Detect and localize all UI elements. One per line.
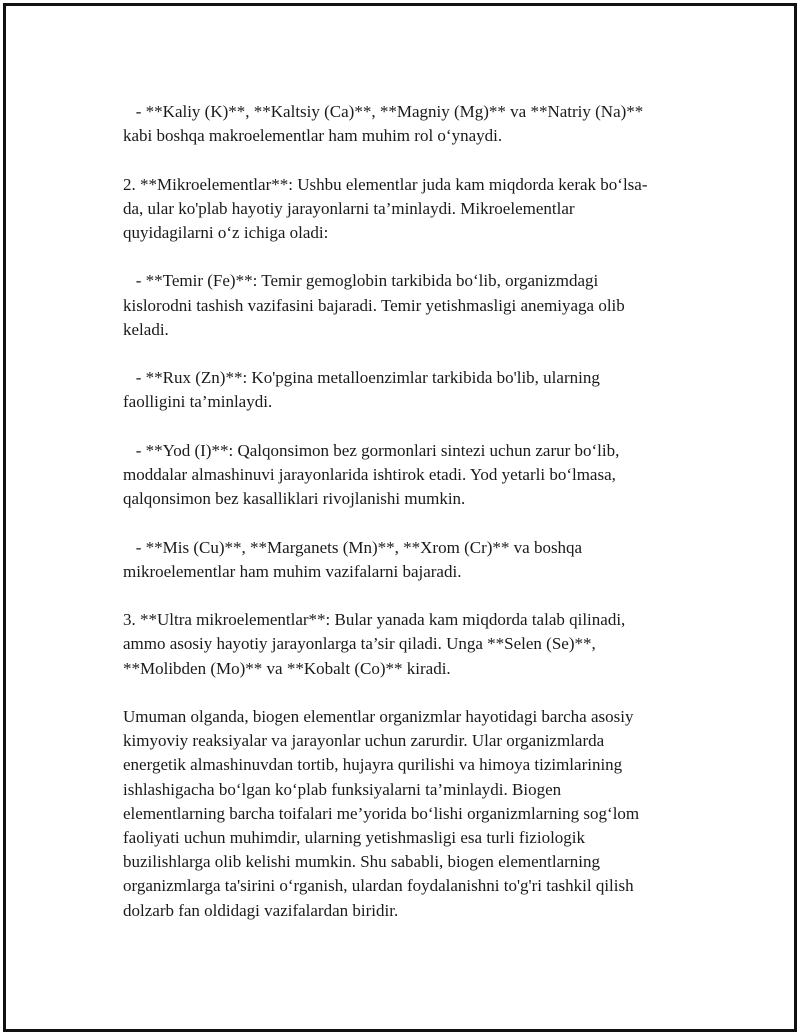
paragraph xyxy=(123,439,703,512)
paragraph xyxy=(123,705,703,923)
text-line: Umuman olganda, biogen elementlar organizmlar hayotidagi barcha asosiy xyxy=(123,706,634,726)
text-line: - **Rux (Zn)**: Ko'pgina metalloenzimlar tarkibida bo'lib, ularning xyxy=(123,368,600,388)
text-line: faoliyati uchun muhimdir, ularning yetishmasligi esa turli fiziologik xyxy=(123,827,586,847)
text-line: mikroelementlar ham muhim vazifalarni bajaradi. xyxy=(123,561,462,581)
text-line: da, ular ko'plab hayotiy jarayonlarni ta’minlaydi. Mikroelementlar xyxy=(123,198,575,218)
text-line: kabi boshqa makroelementlar ham muhim rol o‘ynaydi. xyxy=(123,126,503,146)
text-line: keladi. xyxy=(123,319,169,339)
page-frame xyxy=(3,3,797,1032)
text-line: organizmlarga ta'sirini o‘rganish, ulardan foydalanishni to'g'ri tashkil qilish xyxy=(123,876,634,896)
text-line: - **Yod (I)**: Qalqonsimon bez gormonlari sintezi uchun zarur bo‘lib, xyxy=(123,440,620,460)
text-line: kimyoviy reaksiyalar va jarayonlar uchun zarurdir. Ular organizmlarda xyxy=(123,731,605,751)
text-line: - **Mis (Cu)**, **Marganets (Mn)**, **Xrom (Cr)** va boshqa xyxy=(123,537,583,557)
text-line: - **Temir (Fe)**: Temir gemoglobin tarkibida bo‘lib, organizmdagi xyxy=(123,271,599,291)
document-body xyxy=(123,100,703,947)
paragraph xyxy=(123,366,703,414)
text-line: kislorodni tashish vazifasini bajaradi. Temir yetishmasligi anemiyaga olib xyxy=(123,295,625,315)
paragraph xyxy=(123,269,703,342)
text-line: faolligini ta’minlaydi. xyxy=(123,392,273,412)
text-line: qalqonsimon bez kasalliklari rivojlanishi mumkin. xyxy=(123,489,466,509)
text-line: 2. **Mikroelementlar**: Ushbu elementlar juda kam miqdorda kerak bo‘lsa- xyxy=(123,174,648,194)
paragraph xyxy=(123,536,703,584)
paragraph xyxy=(123,173,703,246)
text-line: energetik almashinuvdan tortib, hujayra qurilishi va himoya tizimlarining xyxy=(123,755,623,775)
text-line: buzilishlarga olib kelishi mumkin. Shu sababli, biogen elementlarning xyxy=(123,852,601,872)
text-line: ammo asosiy hayotiy jarayonlarga ta’sir qiladi. Unga **Selen (Se)**, xyxy=(123,634,596,654)
text-line: ishlashigacha bo‘lgan ko‘plab funksiyalarni ta’minlaydi. Biogen xyxy=(123,779,562,799)
text-line: moddalar almashinuvi jarayonlarida ishtirok etadi. Yod yetarli bo‘lmasa, xyxy=(123,464,616,484)
text-line: quyidagilarni o‘z ichiga oladi: xyxy=(123,223,329,242)
text-line: **Molibden (Mo)** va **Kobalt (Co)** kiradi. xyxy=(123,658,451,678)
text-line: dolzarb fan oldidagi vazifalardan biridir. xyxy=(123,900,399,920)
text-line: elementlarning barcha toifalari me’yorida bo‘lishi organizmlarning sog‘lom xyxy=(123,803,640,823)
paragraph xyxy=(123,100,703,148)
text-line: 3. **Ultra mikroelementlar**: Bular yanada kam miqdorda talab qilinadi, xyxy=(123,610,626,630)
paragraph xyxy=(123,608,703,681)
text-line: - **Kaliy (K)**, **Kaltsiy (Ca)**, **Magniy (Mg)** va **Natriy (Na)** xyxy=(123,102,644,121)
